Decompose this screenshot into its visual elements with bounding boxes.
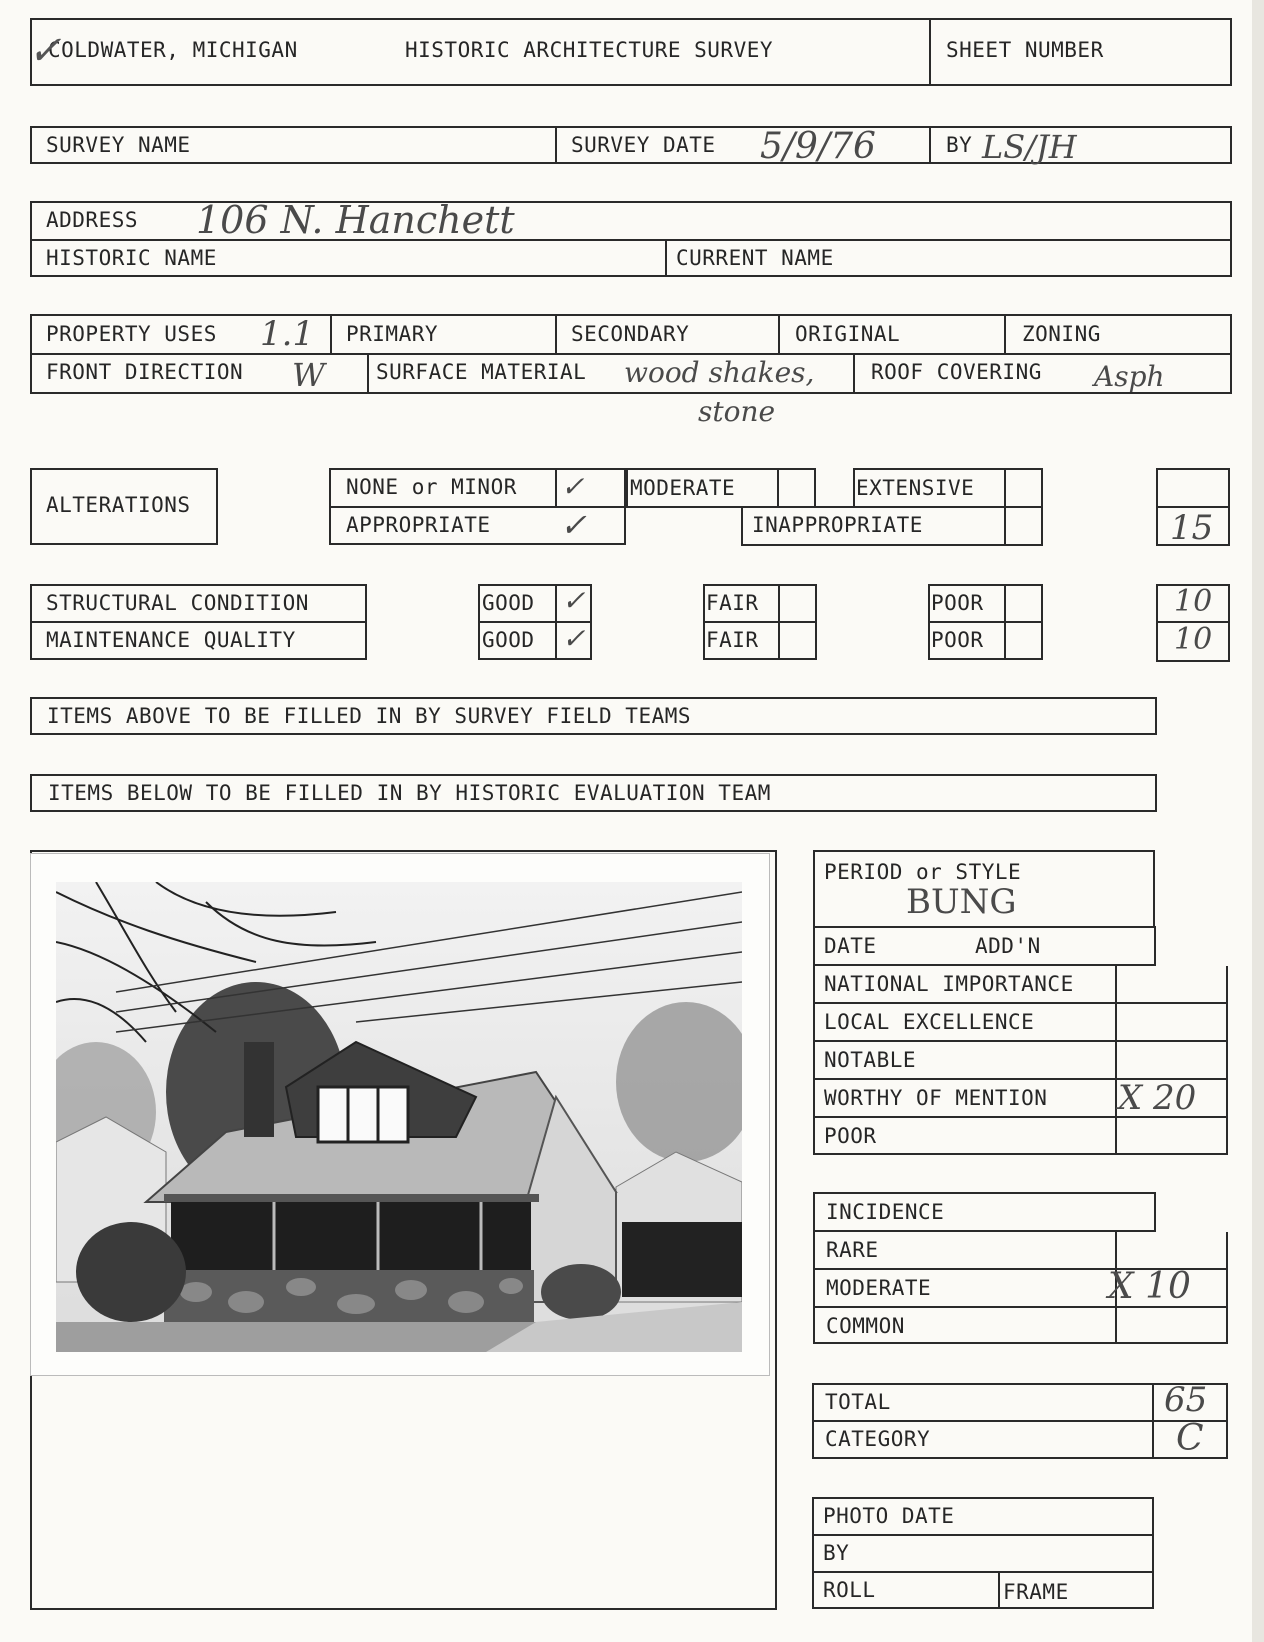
incidence-moderate-label: MODERATE <box>826 1276 932 1300</box>
note-below: ITEMS BELOW TO BE FILLED IN BY HISTORIC EVALUATION TEAM <box>48 781 771 805</box>
maintenance-good-label: GOOD <box>482 628 535 652</box>
appropriate-label: APPROPRIATE <box>346 513 491 537</box>
survey-date-value: 5/9/76 <box>760 126 876 167</box>
survey-date-label: SURVEY DATE <box>571 133 716 157</box>
current-name-label: CURRENT NAME <box>676 246 834 270</box>
appropriate-check: ✓ <box>560 506 587 544</box>
poor-label: POOR <box>824 1124 877 1148</box>
note-above: ITEMS ABOVE TO BE FILLED IN BY SURVEY FIELD TEAMS <box>47 704 692 728</box>
maintenance-score: 10 <box>1174 622 1213 657</box>
front-direction-label: FRONT DIRECTION <box>46 360 244 384</box>
total-value: 65 <box>1164 1380 1208 1420</box>
property-uses-value: 1.1 <box>260 314 315 354</box>
surface-material-value: wood shakes, <box>624 356 815 389</box>
form-title: HISTORIC ARCHITECTURE SURVEY <box>405 38 774 62</box>
property-uses-label: PROPERTY USES <box>46 322 217 346</box>
structural-fair-label: FAIR <box>706 591 759 615</box>
worthy-of-mention-label: WORTHY OF MENTION <box>824 1086 1048 1110</box>
photo-by-label: BY <box>823 1541 850 1565</box>
moderate-label: MODERATE <box>630 476 736 500</box>
survey-name-label: SURVEY NAME <box>46 133 191 157</box>
addn-label: ADD'N <box>975 934 1041 958</box>
alterations-label: ALTERATIONS <box>46 493 191 517</box>
period-label: PERIOD or STYLE <box>824 860 1022 884</box>
category-value: C <box>1176 1418 1204 1459</box>
worthy-of-mention-mark: X 20 <box>1118 1078 1197 1118</box>
maintenance-quality-label: MAINTENANCE QUALITY <box>46 628 296 652</box>
category-label: CATEGORY <box>825 1427 931 1451</box>
zoning-label: ZONING <box>1022 322 1101 346</box>
structural-poor-label: POOR <box>931 591 984 615</box>
structural-condition-label: STRUCTURAL CONDITION <box>46 591 309 615</box>
photo-date-label: PHOTO DATE <box>823 1504 955 1528</box>
original-label: ORIGINAL <box>795 322 901 346</box>
notable-label: NOTABLE <box>824 1048 917 1072</box>
rare-label: RARE <box>826 1238 879 1262</box>
local-excellence-label: LOCAL EXCELLENCE <box>824 1010 1035 1034</box>
date-label: DATE <box>824 934 877 958</box>
surface-material-label: SURFACE MATERIAL <box>376 360 587 384</box>
survey-by-label: BY <box>946 133 973 157</box>
maintenance-good-check: ✓ <box>562 622 586 655</box>
roll-label: ROLL <box>823 1578 876 1602</box>
incidence-moderate-mark: X 10 <box>1108 1266 1191 1307</box>
roof-covering-value: Asph <box>1094 360 1165 393</box>
none-minor-check: ✓ <box>561 470 585 503</box>
extensive-label: EXTENSIVE <box>856 476 975 500</box>
surface-material-value-2: stone <box>698 395 776 428</box>
incidence-label: INCIDENCE <box>826 1200 945 1224</box>
checkmark-icon: ✓ <box>28 28 62 74</box>
roof-covering-label: ROOF COVERING <box>871 360 1042 384</box>
alterations-score: 15 <box>1170 508 1214 548</box>
secondary-label: SECONDARY <box>571 322 690 346</box>
sheet-number-label: SHEET NUMBER <box>946 38 1104 62</box>
total-label: TOTAL <box>825 1390 891 1414</box>
city-label: COLDWATER, MICHIGAN <box>48 38 298 62</box>
common-label: COMMON <box>826 1314 905 1338</box>
address-label: ADDRESS <box>46 208 139 232</box>
structural-good-label: GOOD <box>482 591 535 615</box>
period-value: BUNG <box>906 882 1017 922</box>
national-importance-label: NATIONAL IMPORTANCE <box>824 972 1074 996</box>
inappropriate-label: INAPPROPRIATE <box>752 513 923 537</box>
frame-label: FRAME <box>1003 1580 1069 1604</box>
maintenance-fair-label: FAIR <box>706 628 759 652</box>
primary-label: PRIMARY <box>346 322 439 346</box>
house-photo <box>56 882 742 1352</box>
front-direction-value: W <box>292 356 325 394</box>
structural-good-check: ✓ <box>562 584 586 617</box>
maintenance-poor-label: POOR <box>931 628 984 652</box>
survey-by-value: LS/JH <box>982 128 1077 166</box>
address-value: 106 N. Hanchett <box>196 198 515 242</box>
structural-score: 10 <box>1174 584 1213 619</box>
none-minor-label: NONE or MINOR <box>346 475 517 499</box>
historic-name-label: HISTORIC NAME <box>46 246 217 270</box>
